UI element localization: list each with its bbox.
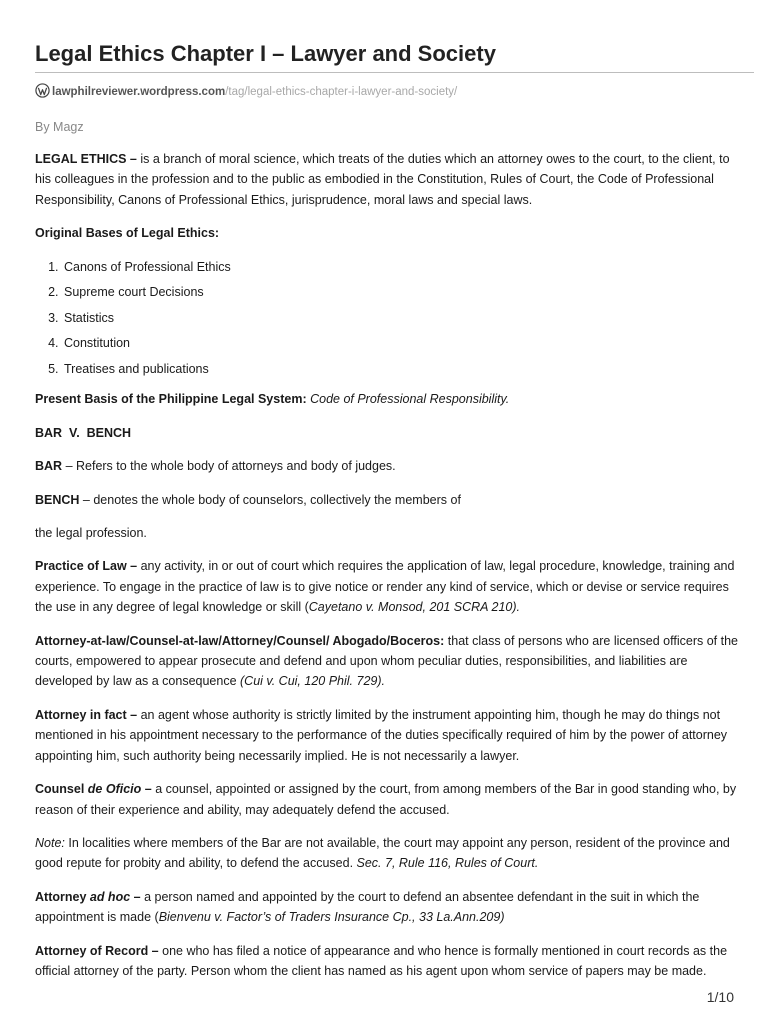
- list-item: 1. Canons of Professional Ethics: [62, 257, 740, 277]
- list-item: 4. Constitution: [62, 333, 740, 353]
- term-italic: de Oficio: [87, 782, 142, 797]
- attorney-of-record-definition: [35, 941, 740, 982]
- list-item: 2. Supreme court Decisions: [62, 282, 740, 302]
- byline: By Magz: [35, 120, 84, 134]
- citation: Cayetano v. Monsod, 201 SCRA 210).: [308, 600, 521, 615]
- citation: Sec. 7, Rule 116, Rules of Court.: [356, 856, 539, 871]
- definition-text: that class of persons who are licensed officers of the courts, empowered to appear prosecute and defend and upon whom peculiar duties, responsibilities, and liabilities are developed by law as a consequence: [35, 633, 738, 689]
- counsel-de-oficio-definition: [35, 779, 740, 820]
- page-number: 1/10: [706, 989, 734, 1005]
- citation: (Cui v. Cui, 120 Phil. 729).: [240, 674, 385, 689]
- definition-text: a person named and appointed by the court to defend an absentee defendant in the suit in which the appointment is made (: [35, 889, 700, 925]
- source-domain-link[interactable]: lawphilreviewer.wordpress.com: [52, 86, 226, 98]
- term-part: –: [130, 889, 141, 904]
- present-basis: [35, 389, 740, 409]
- term-italic: ad hoc: [89, 889, 131, 904]
- term: LEGAL ETHICS –: [35, 152, 137, 166]
- list-item: 3. Statistics: [62, 308, 740, 328]
- wordpress-icon: [35, 83, 50, 98]
- attorney-in-fact-definition: [35, 705, 740, 766]
- term: [35, 782, 152, 796]
- note: [35, 833, 740, 874]
- definition-text: – Refers to the whole body of attorneys and body of judges.: [62, 459, 396, 474]
- bench-definition: [35, 490, 740, 510]
- term: [35, 890, 141, 904]
- term: Attorney of Record –: [35, 943, 159, 958]
- term: Attorney-at-law/Counsel-at-law/Attorney/Counsel/ Abogado/Boceros:: [35, 633, 445, 648]
- practice-of-law-definition: [35, 556, 740, 617]
- note-text: In localities where members of the Bar are not available, the court may appoint any person, resident of the province and good repute for probity and ability, to defend the accused.: [35, 835, 730, 871]
- bench-continuation: the legal profession.: [35, 526, 147, 541]
- term: BAR: [35, 459, 63, 474]
- term-part: –: [141, 782, 152, 797]
- citation: Bienvenu v. Factor’s of Traders Insurance Cp., 33 La.Ann.209): [158, 910, 505, 925]
- term: Attorney in fact –: [35, 707, 138, 722]
- definition-text: an agent whose authority is strictly limited by the instrument appointing him, though he may do things not mentioned in his appointment necessary to the performance of the duties specifically required of him by the power of attorney appointing him, such authority being necessarily implied. He is not necessarily a lawyer.: [35, 707, 728, 763]
- attorney-ad-hoc-definition: [35, 887, 740, 928]
- original-bases-list: [35, 257, 740, 380]
- note-label: Note:: [35, 835, 65, 850]
- definition-text: a counsel, appointed or assigned by the court, from among members of the Bar in good standing who, by reason of their experience and ability, may adequately defend the accused.: [35, 782, 737, 817]
- term: Practice of Law –: [35, 559, 138, 574]
- definition-text: one who has filed a notice of appearance and who hence is formally mentioned in court records as the official attorney of the party. Person whom the client has named as his agent upon whom service of papers may be made.: [35, 943, 728, 978]
- value: Code of Professional Responsibility.: [310, 392, 510, 407]
- article-body: [35, 149, 740, 994]
- attorney-at-law-definition: [35, 631, 740, 692]
- source-path: /tag/legal-ethics-chapter-i-lawyer-and-society/: [225, 86, 458, 98]
- heading-text: BAR V. BENCH: [35, 425, 132, 440]
- definition-text: any activity, in or out of court which requires the application of law, legal procedure, knowledge, training and experience. To engage in the practice of law is to give notice or render any kind of service, which or devise or service requires the use in any degree of legal knowledge or skill (: [35, 559, 735, 615]
- page-title: Legal Ethics Chapter I – Lawyer and Society: [35, 41, 496, 66]
- legal-ethics-definition: [35, 149, 740, 210]
- term-part: Counsel: [35, 782, 88, 797]
- original-bases-heading: [35, 223, 740, 243]
- source-line: [35, 83, 457, 101]
- heading-text: Original Bases of Legal Ethics:: [35, 226, 220, 241]
- bar-bench-heading: [35, 423, 740, 443]
- definition-text: – denotes the whole body of counselors, collectively the members of: [79, 492, 461, 507]
- title-divider: [35, 72, 754, 73]
- term: BENCH: [35, 492, 80, 507]
- bar-definition: [35, 456, 740, 476]
- list-item: 5. Treatises and publications: [62, 359, 740, 379]
- definition-text: is a branch of moral science, which treats of the duties which an attorney owes to the court, to the client, to his colleagues in the profession and to the public as embodied in the Constitution, Rules of Court, the Code of Professional Responsibility, Canons of Professional Ethics, jurisprudence, moral laws and special laws.: [35, 152, 730, 207]
- term: Present Basis of the Philippine Legal System:: [35, 392, 307, 407]
- term-part: Attorney: [35, 889, 90, 904]
